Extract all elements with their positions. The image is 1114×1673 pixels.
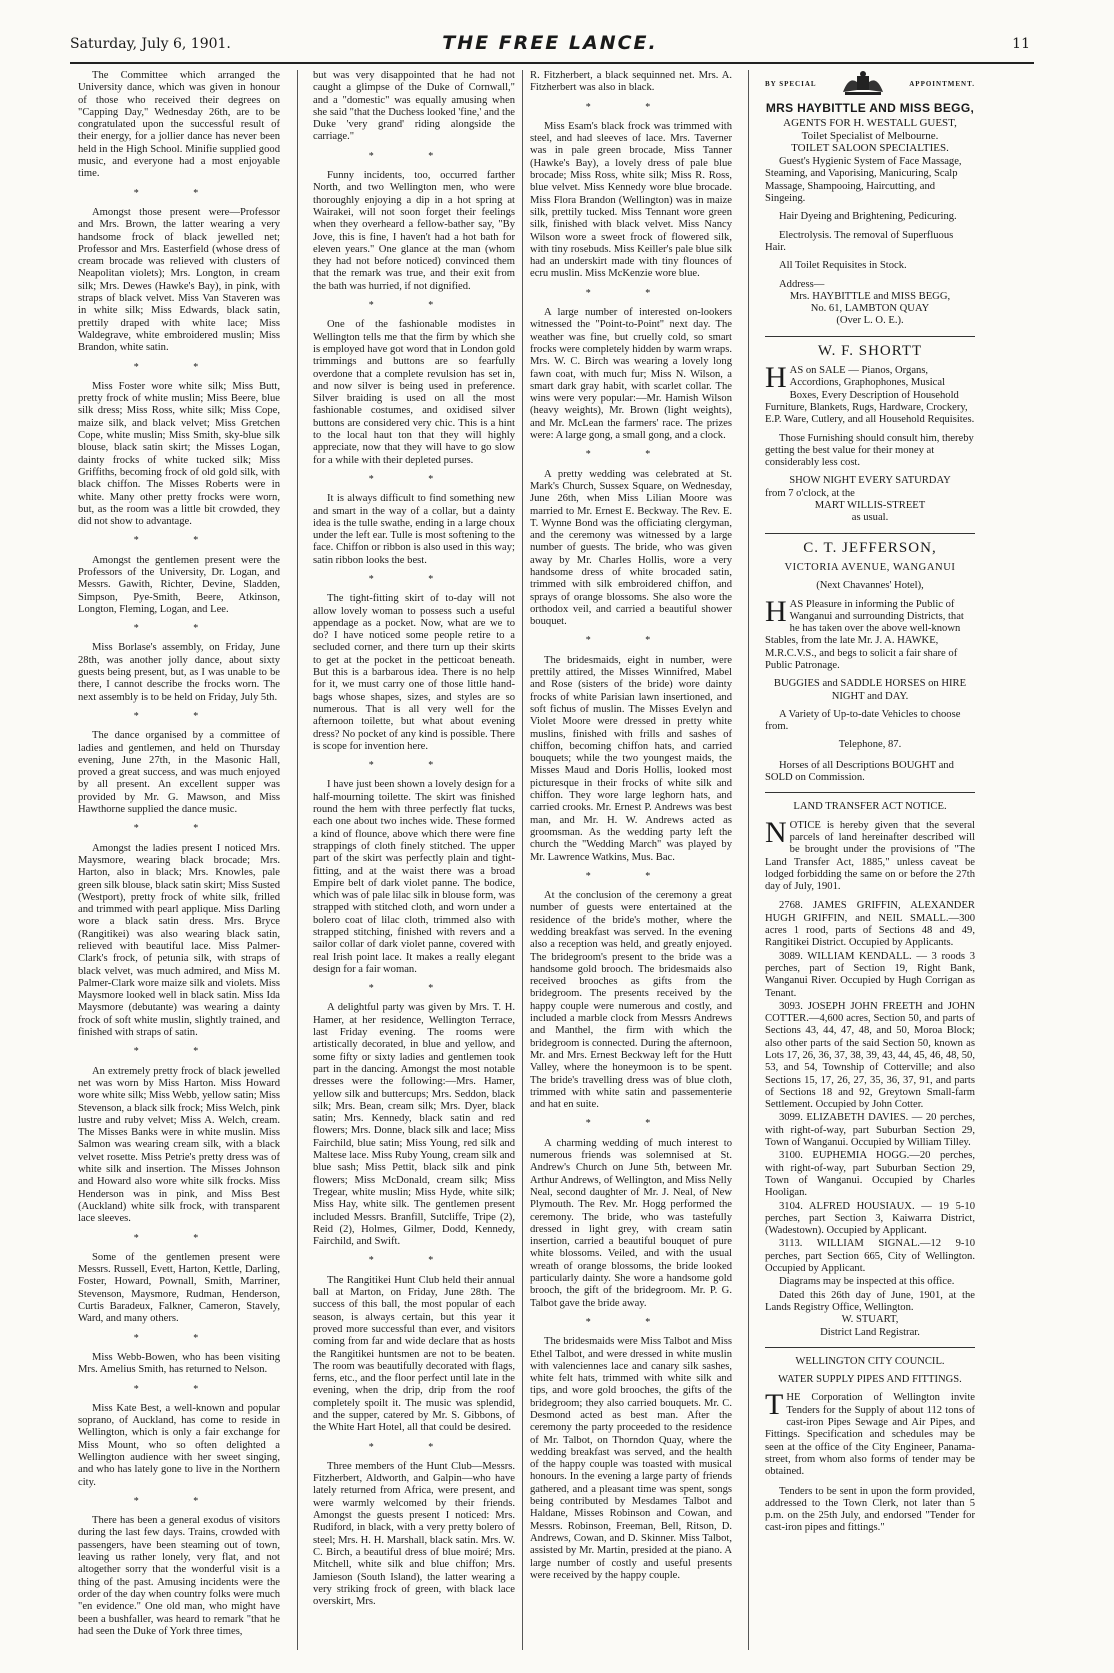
ad-divider xyxy=(765,533,975,534)
notice-item: 3113. WILLIAM SIGNAL.—12 9-10 perches, part Section 665, City of Wellington. Occupied by Applicant. xyxy=(765,1238,975,1275)
column-divider xyxy=(748,70,749,1650)
paragraph: Some of the gentlemen present were Messrs. Russell, Evett, Harton, Kettle, Darling, Foster, Howard, Pownall, Smith, Marriner, Stevenson, Maysmore, Rudman, Henderson, Curtis Baradeux, Falkner, Cameron, Stavely, Ward, and many others. xyxy=(78,1251,280,1325)
section-separator: * * xyxy=(133,710,225,722)
jefferson-ad xyxy=(765,539,975,785)
paragraph: R. Fitzherbert, a black sequinned net. Mrs. A. Fitzherbert was also in black. xyxy=(530,70,732,94)
section-separator: * * xyxy=(133,623,225,635)
paragraph: One of the fashionable modistes in Wellington tells me that the firm by which she is employed have got word that in London gold trimmings and buttons are so fearfully overdone that a complete revulsion has set in, and now silver is being used in preference. Silver braiding is used on all the most fashionable costumes, and oxidised silver buttons are considered very chic. This is a hint to the local haut ton that they will highly appreciate, now that they will have to go slow for a while with their depleted purses. xyxy=(313,319,515,466)
ad-line: Toilet Specialist of Melbourne. xyxy=(801,129,939,142)
paragraph: Miss Esam's black frock was trimmed with steel, and had sleeves of lace. Mrs. Taverner was in pale green brocade, Miss Tanner (Hawke's Bay), a lovely dress of pale blue brocade; Miss Ross, white silk; Miss R. Ross, blue velvet. Miss Kennedy wore blue brocade. Miss Flora Brandon (Wellington) was in maize silk, prettily tucked. Miss Tennant wore green silk, finished with black velvet. Miss Nancy Wilson wore a sweet frock of flowered silk, with tiny rosebuds. Miss Keiller's pale blue silk had an underskirt made with tiny flounces of ecru muslin. Miss McKenzie wore blue. xyxy=(530,120,732,280)
section-separator: * * xyxy=(368,760,460,772)
notice-dated: Dated this 26th day of June, 1901, at the Lands Registry Office, Wellington. xyxy=(765,1289,975,1313)
ad-line: AGENTS FOR H. WESTALL GUEST, xyxy=(783,117,957,130)
section-separator: * * xyxy=(133,1232,225,1244)
section-separator: * * xyxy=(368,150,460,162)
section-separator: * * xyxy=(133,1383,225,1395)
section-separator: * * xyxy=(585,101,677,113)
ad-divider xyxy=(765,336,975,337)
paragraph: but was very disappointed that he had not caught a glimpse of the Duke of Cornwall," and a "domestic" was equally amusing when she said "that the Duchess looked 'fine,' and the Duke 'very grand' riding alongside the carriage." xyxy=(313,70,515,143)
section-separator: * * xyxy=(133,823,225,835)
paragraph: A charming wedding of much interest to numerous friends was solemnised at St. Andrew's Church on June 5th, between Mr. Arthur Andrews, of Wellington, and Miss Nelly Neal, second daughter of Mr. J. Neal, of New Plymouth. The Rev. Mr. Hogg performed the ceremony. The bride, who was tastefully dressed in light grey, with cream satin insertion, carried a beautiful bouquet of pure white blossoms. Veiled, and with the usual wreath of orange blossoms, the bride looked particularly dainty. She wore a handsome gold brooch, the gift of the bridegroom. Mr. P. G. Talbot gave the bride away. xyxy=(530,1137,732,1309)
section-separator: * * xyxy=(368,1255,460,1267)
section-separator: * * xyxy=(585,635,677,647)
ad-line: MART WILLIS-STREET xyxy=(814,500,926,512)
ad-line: BUGGIES and SADDLE HORSES on HIRE NIGHT and DAY. xyxy=(773,678,967,702)
ad-line: from 7 o'clock, at the xyxy=(765,487,855,499)
notice-item: 2768. JAMES GRIFFIN, ALEXANDER HUGH GRIFFIN, and NEIL SMALL.—300 acres 1 rood, parts of Sections 48 and 49, Rangitikei District. Occupied by Applicants. xyxy=(765,900,975,949)
section-separator: * * xyxy=(585,870,677,882)
section-separator: * * xyxy=(133,1046,225,1058)
ad-line: (Over L. O. E.). xyxy=(836,315,904,327)
header-rule xyxy=(70,62,1034,64)
council-body: Tenders to be sent in upon the form provided, addressed to the Town Clerk, not later than 5 p.m. on the 25th July, and endorsed "Tender for cast-iron pipes and fittings." xyxy=(765,1485,975,1534)
paragraph: The dance organised by a committee of ladies and gentlemen, and held on Thursday evening, June 27th, in the Masonic Hall, proved a great success, and was much enjoyed by all present. An excellent supper was provided by Mr. G. Mawson, and Miss Hawthorne supplied the dance music. xyxy=(78,730,280,816)
section-separator: * * xyxy=(368,983,460,995)
notice-item: 3093. JOSEPH JOHN FREETH and JOHN COTTER.—4,600 acres, Section 50, and parts of Sections 43, 44, 47, 48, and 50, Moroa Block; also other parts of the said Section 50, known as Lots 17, 26, 36, 37, 38, 39, 43, 44, 45, 46, 48, 50, 53, and 54, Township of Cotterville; and also Sections 15, 17, 26, 27, 35, 36, 37, 91, and parts of Sections 18 and 92, Greytown Small-farm Settlement. Occupied by John Cotter. xyxy=(765,1000,975,1111)
paragraph: Funny incidents, too, occurred farther North, and two Wellington men, who were thoroughly enjoying a dip in a hot spring at Wairakei, will not soon forget their feelings when they overheard a fellow-bather say, "By Jove, this is fine, I haven't had a hot bath for eleven years." One glance at the man (whom they had not before noticed) convinced them that the remark was true, and their exit from the bath was hurried, if not dignified. xyxy=(313,170,515,292)
ad-line: Mrs. HAYBITTLE and MISS BEGG, xyxy=(789,290,951,302)
royal-crest-icon xyxy=(839,70,887,98)
issue-date: Saturday, July 6, 1901. xyxy=(70,36,231,52)
paragraph: Miss Kate Best, a well-known and popular soprano, of Auckland, has come to reside in Wellington, which is only a fair exchange for Miss Mount, who so often delighted a Wellington audience with her sweet singing, and who has lately gone to live in the Northern city. xyxy=(78,1402,280,1488)
paragraph: There has been a general exodus of visitors during the last few days. Trains, crowded with passengers, have been steaming out of town, leaving us rather lonely, very flat, and not altogether sorry that the wonderful visit is a thing of the past. Amusing incidents were the order of the day when country folks were much "en evidence." One old man, who might have been a bushfaller, was heard to remark "that he had seen the Duke of York three times, xyxy=(78,1515,280,1637)
city-council-notice xyxy=(765,1356,975,1535)
column-divider xyxy=(522,70,523,1650)
ad-line: (Next Chavannes' Hotel), xyxy=(816,580,924,592)
section-separator: * * xyxy=(585,449,677,461)
page-header xyxy=(70,30,1030,60)
appointment-label: APPOINTMENT. xyxy=(909,79,975,88)
paragraph: An extremely pretty frock of black jewelled net was worn by Miss Harton. Miss Howard wore white silk; Miss Webb, yellow satin; Miss Stevenson, a black silk frock; Miss Welch, pink lustre and ruby velvet; Miss A. Welch, cream. The Misses Banks were in white muslin. Miss Salmon was wearing cream silk, with a black velvet rosette. Miss Petrie's pretty dress was of white silk and insertion. The Misses Johnson and Howard also wore white silk frocks. Miss Henderson was in pink, and Miss Best (Auckland) white silk frock, with transparent lace sleeves. xyxy=(78,1065,280,1225)
section-separator: * * xyxy=(585,1118,677,1130)
column-divider xyxy=(297,70,298,1650)
ad-line: VICTORIA AVENUE, WANGANUI xyxy=(784,561,956,573)
paragraph: Amongst the gentlemen present were the Professors of the University, Dr. Logan, and Messrs. Gawith, Richter, Devine, Sladden, Simpson, Pye-Smith, Beere, Atkinson, Longton, Fleming, Logan, and Lee. xyxy=(78,554,280,615)
ad-body: Electrolysis. The removal of Superfluous Hair. xyxy=(765,229,954,253)
appointment-banner xyxy=(765,70,975,98)
paragraph: A large number of interested on-lookers witnessed the "Point-to-Point" next day. The weather was fine, but cruelly cold, so smart frocks were completely hidden by warm wraps. Mrs. W. C. Birch was wearing a lovely long fawn coat, with much fur; Miss N. Wilson, a smart dark gray habit, with scarlet collar. The wins were very popular:—Mr. Hamish Wilson (heavy weights), Mr. Brown (light weights), and Mr. McLean the farmers' race. The prizes were: A large gong, a small gong, and a clock. xyxy=(530,307,732,442)
by-special-label: BY SPECIAL xyxy=(765,79,817,88)
section-separator: * * xyxy=(368,473,460,485)
paragraph: Miss Foster wore white silk; Miss Butt, pretty frock of white muslin; Miss Beere, blue silk dress; Miss Ross, white silk; Miss Cope, maize silk, and black velvet; Miss Gretchen Cope, white muslin; Miss Smith, sky-blue silk blouse, black satin skirt; the Misses Logan, dainty frocks of white tucked silk; Miss Griffiths, becoming frock of old gold silk, with black chiffon. The Misses Roberts were in white. Many other pretty frocks were worn, but, as the room was a little bit crowded, they did not show to advantage. xyxy=(78,380,280,528)
ad-body: HAS on SALE — Pianos, Organs, Accordions, Graphophones, Musical Boxes, Every Description of Household Furniture, Blankets, Rugs, Hardware, Crockery, E.P. Ware, Cutlery, and all Household Requisites. xyxy=(765,361,975,426)
ad-line: SHOW NIGHT EVERY SATURDAY xyxy=(789,475,951,487)
section-separator: * * xyxy=(368,573,460,585)
paragraph: Three members of the Hunt Club—Messrs. Fitzherbert, Aldworth, and Galpin—who have lately returned from Africa, were present, and were warmly welcomed by their friends. Amongst the guests present I noticed: Mrs. Rudiford, in black, with a very pretty bolero of steel; Mrs. H. H. Marshall, black satin. Mrs. W. C. Birch, a beautiful dress of blue moiré; Mrs. Mitchell, white silk and blue chiffon; Mrs. Jamieson (South Island), the latter wearing a very striking frock of green, with black lace overskirt, Mrs. xyxy=(313,1460,515,1608)
ad-line: Telephone, 87. xyxy=(838,739,902,751)
notice-diagrams: Diagrams may be inspected at this office. xyxy=(779,1276,955,1288)
section-separator: * * xyxy=(585,1316,677,1328)
ad-line: Address— xyxy=(779,278,825,290)
ad-body: All Toilet Requisites in Stock. xyxy=(779,260,907,272)
ad-heading: W. F. SHORTT xyxy=(817,342,923,359)
land-transfer-notice xyxy=(765,801,975,1338)
ad-divider xyxy=(765,1347,975,1348)
masthead-title: THE FREE LANCE. xyxy=(442,32,658,54)
section-separator: * * xyxy=(585,287,677,299)
section-separator: * * xyxy=(133,1332,225,1344)
ad-line: No. 61, LAMBTON QUAY xyxy=(810,303,930,315)
paragraph: A pretty wedding was celebrated at St. Mark's Church, Sussex Square, on Wednesday, June 26th, when Miss Lilian Moore was married to Mr. Ernest E. Beckway. The Rev. E. T. Wynne Bond was the officiating clergyman, and the ceremony was witnessed by a large number of guests. The bride, who was given away by Mr. Charles Hollis, wore a very handsome dress of white brocaded satin, trimmed with silk embroidered chiffon, and sprays of orange blossoms. She also wore the orthodox veil, and carried a beautiful shower bouquet. xyxy=(530,468,732,628)
council-title: WELLINGTON CITY COUNCIL. xyxy=(795,1355,945,1367)
column-1 xyxy=(78,70,280,1655)
paragraph: The bridesmaids were Miss Talbot and Miss Ethel Talbot, and were dressed in white muslin with valenciennes lace and canary silk sashes, white felt hats, trimmed with white silk and tips, and wore gold brooches, the gifts of the bridegroom; they also carried bouquets. Mr. C. Desmond acted as best man. After the ceremony the party proceeded to the residence of Mr. Talbot, on Thorndon Quay, where the wedding breakfast was served, and the health of the happy couple was toasted with musical honours. In the evening a large party of friends gathered, and a pleasant time was spent, songs being contributed by Mesdames Talbot and Haldane, Misses Robinson and Cowan, and Messrs. Robinson, Freeman, Bell, Ritson, D. Andrews, Cowan, and D. Skinner. Miss Talbot, assisted by Mr. Martin, presided at the piano. A large number of costly and useful presents were received by the happy couple. xyxy=(530,1336,732,1581)
paragraph: At the conclusion of the ceremony a great number of guests were entertained at the residence of the bride's mother, where the wedding breakfast was served. In the evening also a reception was held, and greatly enjoyed. The bridegroom's present to the bride was a handsome gold brooch. The bridesmaids also received brooches as gifts from the bridegroom. The presents received by the happy couple were numerous and costly, and included a marble clock from Messrs Andrews and Manthel, the firm with which the bridegroom is connected. During the afternoon, Mr. and Mrs. Ernest Beckway left for the Hutt Valley, where the honeymoon is to be spent. The bride's travelling dress was of blue cloth, trimmed with white satin and passementerie and hat en suite. xyxy=(530,890,732,1111)
ad-body: Horses of all Descriptions BOUGHT and SOLD on Commission. xyxy=(765,759,954,784)
ad-body: A Variety of Up-to-date Vehicles to choose from. xyxy=(765,708,961,733)
haybittle-begg-ad xyxy=(765,70,975,328)
council-subtitle: WATER SUPPLY PIPES AND FITTINGS. xyxy=(778,1374,962,1386)
notice-item: 3100. EUPHEMIA HOGG.—20 perches, with right-of-way, part Suburban Section 29, Town of Wanganui. Occupied by Charles Hooligan. xyxy=(765,1150,975,1199)
ad-body: Hair Dyeing and Brightening, Pedicuring. xyxy=(779,211,957,223)
ad-line: TOILET SALOON SPECIALTIES. xyxy=(791,141,949,154)
section-separator: * * xyxy=(368,1441,460,1453)
column-3 xyxy=(530,70,732,1655)
section-separator: * * xyxy=(133,535,225,547)
paragraph: Amongst the ladies present I noticed Mrs. Maysmore, wearing black brocade; Mrs. Harton, also in black; Mrs. Knowles, pale green silk blouse, black satin skirt; Miss Susted (Westport), pretty frock of white silk, frilled and trimmed with pearl applique. Miss Darling wore a black satin dress. Mrs. Bryce (Rangitikei) was also wearing black satin, relieved with beautiful lace. Miss Palmer-Clark's frock, of petunia silk, with straps of black velvet, was much admired, and Miss M. Palmer-Clark wore maize silk and violets. Miss Maysmore looked well in black satin. Miss Ida Maysmore (debutante) was wearing a dainty frock of soft white muslin, slightly trained, and finished with straps of satin. xyxy=(78,842,280,1039)
ad-heading: C. T. JEFFERSON, xyxy=(803,539,937,556)
page-number: 11 xyxy=(1012,36,1030,52)
column-2 xyxy=(313,70,515,1655)
notice-intro: NOTICE is hereby given that the several parcels of land hereinafter described will be brought under the provisions of "The Land Transfer Act, 1885," unless caveat be lodged forbidding the same on or before the 27th day of July, 1901. xyxy=(765,815,975,893)
ad-body: HAS Pleasure in informing the Public of Wanganui and surrounding Districts, that he has taken over the above well-known Stables, from the late Mr. J. A. HAWKE, M.R.C.V.S., and begs to solicit a fair share of Public Patronage. xyxy=(765,594,964,671)
paragraph: A delightful party was given by Mrs. T. H. Hamer, at her residence, Wellington Terrace, last Friday evening. The rooms were artistically decorated, in blue and yellow, and some fifty or sixty ladies and gentlemen took part in the dancing. Amongst the most notable dresses were the following:—Mrs. Hamer, yellow silk and buttercups; Mrs. Seddon, black silk; Mrs. Bean, cream silk; Mrs. Dyer, black satin; Mrs. Kennedy, black satin and red flowers; Mrs. Donne, black silk and lace; Miss Fairchild, blue satin; Miss Young, red silk and Maltese lace. Miss Ruby Young, cream silk and blue sash; Miss Pettit, black silk and pink flowers; Miss McDonald, cream silk; Miss Tregear, white muslin; Miss Hyde, white silk; Miss Hay, white silk. The gentlemen present included Messrs. Branfill, Sutcliffe, Tripe (2), Reid (2), Holmes, Gilmer, Dodd, Kennedy, Fairchild, and Swift. xyxy=(313,1002,515,1248)
paragraph: It is always difficult to find something new and smart in the way of a collar, but a dainty idea is the tulle swathe, ending in a large choux under the left ear. Tulle is most softening to the face. Chiffon or ribbon is also used in this way; satin ribbon looks the best. xyxy=(313,493,515,566)
column-4-advertisements xyxy=(765,70,975,1655)
paragraph: The Rangitikei Hunt Club held their annual ball at Marton, on Friday, June 28th. The success of this ball, the most popular of each season, is always certain, but this year it proved more successful than ever, and visitors coming from far and wide declare that as hosts the Rangitikei huntsmen are not to be beaten. The room was beautifully decorated with flags, ferns, etc., and the floor perfect until late in the evening, when the drip, drip from the roof completely spoilt it. The music was splendid, and the supper, catered by Mr. S. Gibbons, of the White Hart Hotel, all that could be desired. xyxy=(313,1274,515,1434)
section-separator: * * xyxy=(133,1495,225,1507)
notice-item: 3099. ELIZABETH DAVIES. — 20 perches, with right-of-way, part Suburban Section 29, Town of Wanganui. Occupied by William Tilley. xyxy=(765,1112,975,1149)
paragraph: The bridesmaids, eight in number, were prettily attired, the Misses Winnifred, Mabel and Rose (sisters of the bride) wore dainty frocks of white Parisian lawn insertioned, and soft fichus of muslin. The Misses Evelyn and Violet Moore were dressed in pretty white muslins, finished with frills and sashes of chiffon, becoming chiffon hats, and carried bouquets; while the two youngest maids, the Misses Maud and Doris Hollis, looked most picturesque in their frocks of white silk and chiffon. They wore large leghorn hats, and carried crooks. Mr. Ernest P. Andrews was best man, and Mr. H. W. Andrews acted as groomsman. As the wedding party left the church the "Wedding March" was played by Mr. Lawrence Watkins, Mus. Bac. xyxy=(530,654,732,863)
notice-signer: W. STUART, xyxy=(841,1314,899,1326)
section-separator: * * xyxy=(368,300,460,312)
ad-line: as usual. xyxy=(851,512,889,524)
paragraph: Miss Webb-Bowen, who has been visiting Mrs. Amelius Smith, has returned to Nelson. xyxy=(78,1351,280,1376)
section-separator: * * xyxy=(133,187,225,199)
ad-heading: MRS HAYBITTLE AND MISS BEGG, xyxy=(765,101,975,115)
notice-item: 3104. ALFRED HOUSIAUX. — 19 5-10 perches, part Section 3, Kaiwarra District, (Wadestown). Occupied by Applicant. xyxy=(765,1200,975,1237)
ad-body: Those Furnishing should consult him, thereby getting the best value for their money at considerably less cost. xyxy=(765,432,974,469)
paragraph: The tight-fitting skirt of to-day will not allow lovely woman to possess such a useful appendage as a pocket. Now, what are we to do? I have noticed some people retire to a secluded corner, and there turn up their skirts to get at the pocket in the petticoat beneath. But this is a barbarous idea. There is no help for it, we must carry one of those little hand-bags whose shapes, sizes, and styles are so numerous. That is all very well for the afternoon toilette, but what about evening dress? No pocket of any kind is possible. There is scope for invention here. xyxy=(313,593,515,752)
notice-item: 3089. WILLIAM KENDALL. — 3 roods 3 perches, part of Section 19, Right Bank, Wanganui River. Occupied by Hugh Corrigan as Tenant. xyxy=(765,950,975,999)
paragraph: Amongst those present were—Professor and Mrs. Brown, the latter wearing a very handsome frock of black jewelled net; Professor and Mrs. Easterfield (whose dress of cream brocade was relieved with clusters of Neapolitan violets); Mrs. Longton, in cream silk; Mrs. Dewes (Hawke's Bay), in pink, with straps of black velvet. Miss Van Staveren was in white silk; Miss Edwards, black satin, prettily draped with white lace; Miss Waldegrave, white embroidered muslin; Miss Brandon, white satin. xyxy=(78,206,280,354)
ad-body: Guest's Hygienic System of Face Massage, Steaming, and Vaporising, Manicuring, Scalp Massage, Shampooing, Haircutting, and Singeing. xyxy=(765,156,962,205)
paragraph: The Committee which arranged the University dance, which was given in honour of those who received their degrees on "Capping Day," Wednesday 26th, are to be congratulated upon the successful result of their energy, for a jollier dance has never been held in the High School. Minifie supplied good music, and everyone had a most enjoyable time. xyxy=(78,70,280,180)
shortt-ad xyxy=(765,342,975,525)
ad-divider xyxy=(765,792,975,793)
notice-title: LAND TRANSFER ACT NOTICE. xyxy=(793,801,947,813)
council-body: THE Corporation of Wellington invite Tenders for the Supply of about 112 tons of cast-iron Pipes Sewage and Air Pipes, and Fittings. Specification and schedules may be seen at the office of the City Engineer, Panama-street, from whom also forms of tender may be obtained. xyxy=(765,1388,975,1478)
notice-role: District Land Registrar. xyxy=(820,1326,920,1338)
paragraph: I have just been shown a lovely design for a half-mourning toilette. The skirt was finished round the hem with three perfectly flat tucks, each one about two inches wide. These formed a kind of flounce, above which there were fine strappings of cloth finely stitched. The upper part of the skirt was perfectly plain and tight-fitting, and at the waist there was a broad Empire belt of dark violet panne. The bodice, which was of pale lilac silk in blouse form, was strapped with stitched cloth, and worn under a bolero coat of lilac cloth, trimmed also with strapped stitching, finished with revers and a sailor collar of dark violet panne, covered with real Irish point lace. It makes a really elegant design for a fair woman. xyxy=(313,779,515,975)
paragraph: Miss Borlase's assembly, on Friday, June 28th, was another jolly dance, about sixty guests being present, but, as I was unable to be there, I cannot describe the frocks worn. The next assembly is to be held on Friday, July 5th. xyxy=(78,642,280,703)
section-separator: * * xyxy=(133,361,225,373)
